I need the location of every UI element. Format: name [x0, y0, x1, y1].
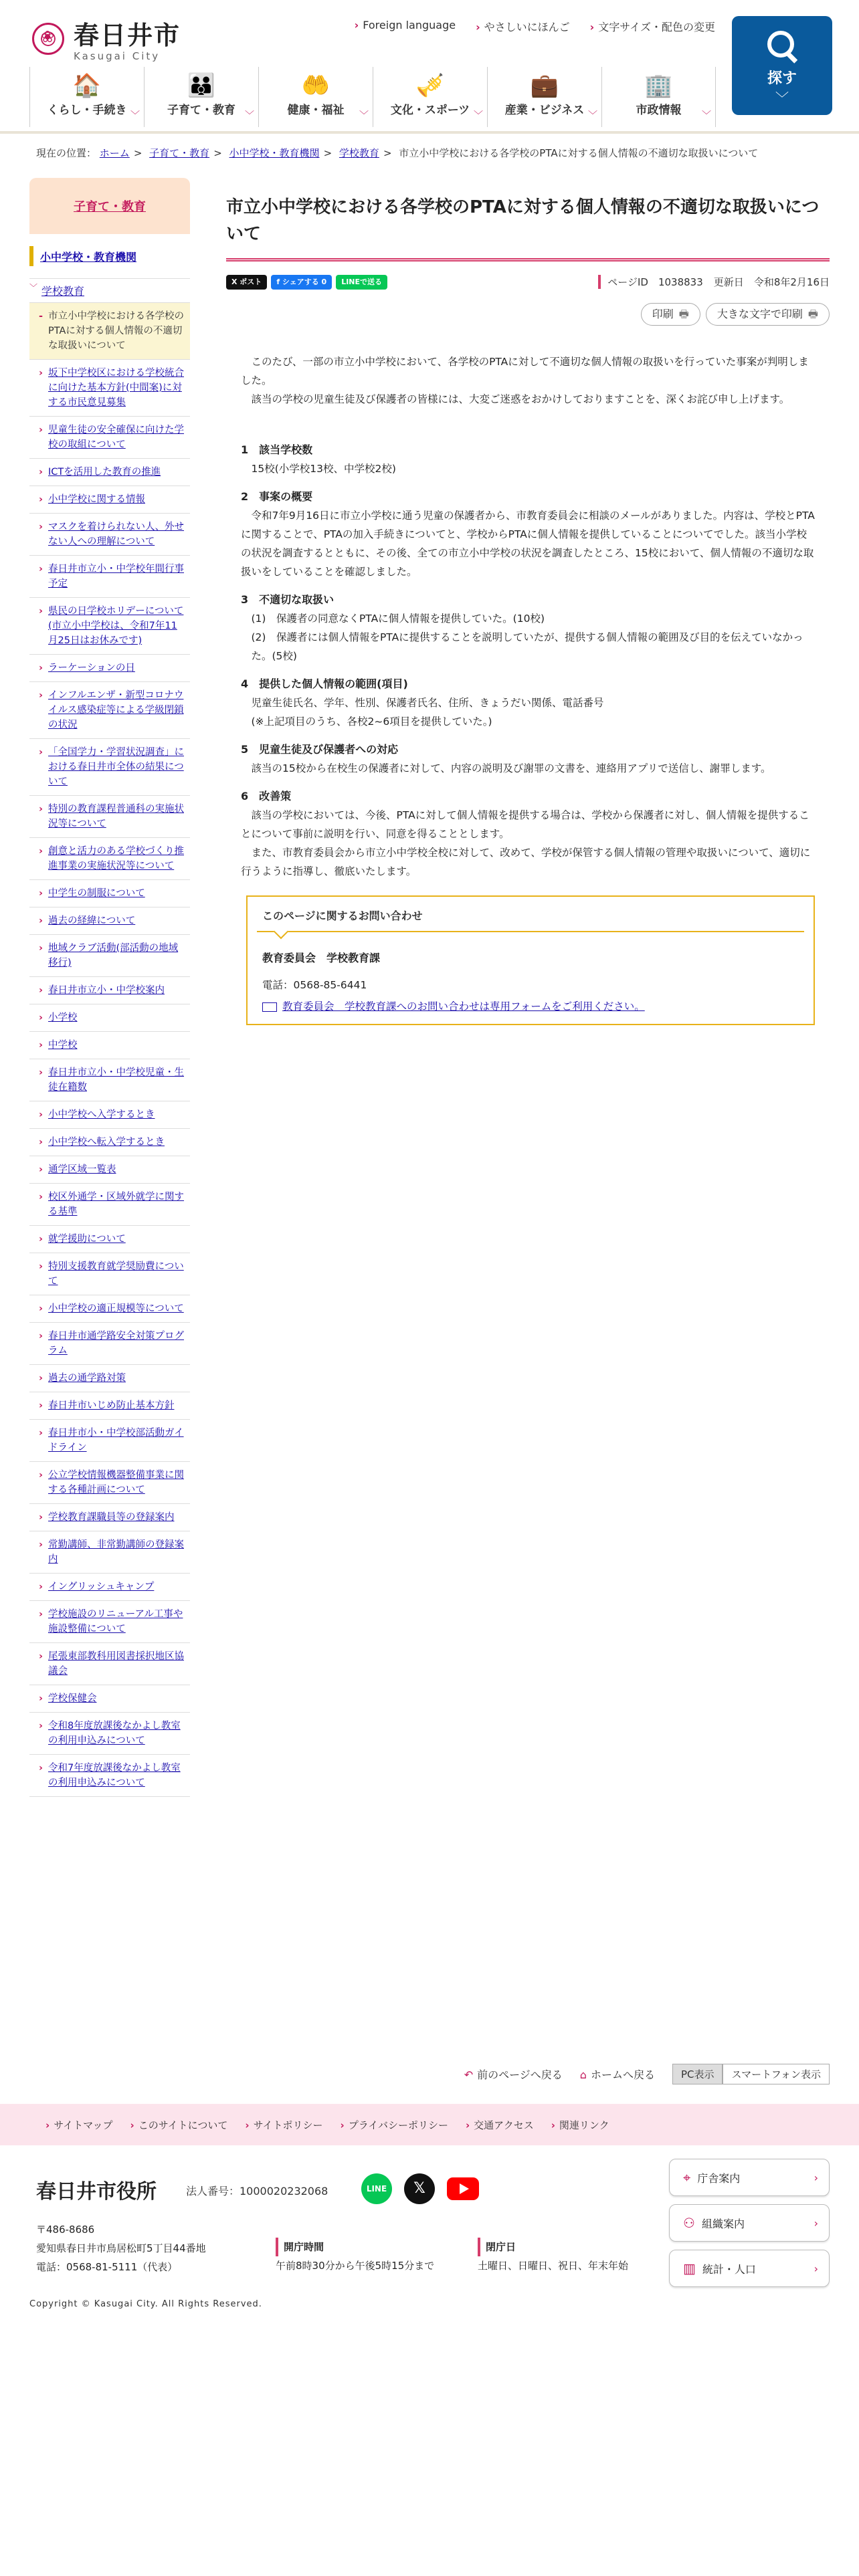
chevron-down-icon: ﹀: [702, 110, 711, 121]
sidebar-item[interactable]: › 春日井市立小・中学校年間行事予定: [29, 555, 190, 597]
footer-link-sitemap[interactable]: › サイトマップ: [45, 2118, 113, 2132]
facebook-share-button[interactable]: f シェアする 0: [271, 275, 332, 290]
gnav-item-government[interactable]: [601, 67, 716, 127]
sidebar-item[interactable]: › インフルエンザ・新型コロナウイルス感染症等による学級閉鎖の状況: [29, 681, 190, 738]
foreign-language-link[interactable]: › Foreign language: [355, 19, 456, 34]
breadcrumb-prefix: 現在の位置：: [36, 147, 97, 159]
hands-icon: 🤲: [301, 72, 330, 99]
gnav-label: 産業・ビジネス: [504, 104, 585, 117]
chevron-down-icon: ﹀: [245, 110, 254, 121]
section-heading: 6 改善策: [241, 790, 292, 802]
page-meta: [598, 275, 830, 289]
page-id: 1038833: [658, 276, 703, 288]
section-text: (1) 保護者の同意なくPTAに個人情報を提供していた。(10校): [251, 613, 545, 625]
line-share-button[interactable]: LINEで送る: [336, 275, 387, 290]
footer-link-related[interactable]: › 関連リンク: [551, 2118, 609, 2132]
section-heading: 4 提供した個人情報の範囲(項目): [241, 677, 408, 690]
sidebar-item[interactable]: › 春日井市立小・中学校案内: [29, 976, 190, 1004]
building-guide-label: 庁舎案内: [697, 2171, 741, 2185]
print-large-label: 大きな文字で印刷: [717, 308, 803, 320]
sidebar-item[interactable]: › 創意と活力のある学校づくり推進事業の実施状況等について: [29, 837, 190, 879]
sidebar-item[interactable]: › 公立学校情報機器整備事業に関する各種計画について: [29, 1461, 190, 1503]
section-text: (2) 保護者には個人情報をPTAに提供することを説明していたが、提供する個人情報の範囲及び目的を伝えていなかった。(5校): [251, 631, 803, 662]
intro-paragraph: 該当の学校の児童生徒及び保護者の皆様には、大変ご迷惑をおかけしておりますことを、深くお詫び申し上げます。: [251, 393, 790, 405]
print-large-button[interactable]: [706, 303, 830, 326]
gnav-label: 文化・スポーツ: [390, 104, 470, 117]
family-icon: 👪: [187, 72, 216, 99]
main-content: [226, 194, 830, 1025]
gnav-item-living[interactable]: [29, 67, 144, 127]
x-post-button[interactable]: X ポスト: [226, 275, 267, 290]
section-list: [241, 441, 815, 881]
pc-view-button[interactable]: PC表示: [672, 2064, 723, 2084]
text-size-color-link[interactable]: › 文字サイズ・配色の変更: [590, 19, 715, 34]
section-text: 該当の学校においては、今後、PTAに対して個人情報を提供する場合は、学校から保護者に対し、個人情報を提供することについて事前に説明を行い、同意を得ることとします。: [241, 809, 809, 840]
sidebar-item[interactable]: › 春日井市いじめ防止基本方針: [29, 1392, 190, 1419]
breadcrumb-childcare[interactable]: 子育て・教育: [149, 147, 210, 159]
sidebar-list: [29, 302, 190, 1797]
building-guide-button[interactable]: [669, 2159, 830, 2196]
sidebar-item[interactable]: › 小中学校へ転入学するとき: [29, 1128, 190, 1156]
youtube-icon[interactable]: [447, 2173, 478, 2204]
statistics-button[interactable]: [669, 2250, 830, 2287]
gnav-item-health[interactable]: [258, 67, 373, 127]
smartphone-view-button[interactable]: スマートフォン表示: [723, 2064, 830, 2084]
sidebar-item[interactable]: › 春日井市小・中学校部活動ガイドライン: [29, 1419, 190, 1461]
sidebar-item[interactable]: › ICTを活用した教育の推進: [29, 458, 190, 486]
logo-name-ja: 春日井市: [74, 20, 181, 50]
section-text: 児童生徒氏名、学年、性別、保護者氏名、住所、きょうだい関係、電話番号: [251, 697, 604, 709]
section-text: 該当の15校から在校生の保護者に対して、内容の説明及び謝罪の文書を、連絡用アプリで送信し、謝罪します。: [251, 762, 771, 774]
page-id-label: ページID: [607, 276, 648, 288]
gnav-label: 市政情報: [636, 104, 682, 117]
chevron-down-icon: ﹀: [359, 110, 369, 121]
pin-icon: ⌖: [683, 2169, 691, 2185]
updated-label: 更新日: [713, 276, 744, 288]
house-icon: 🏠: [72, 72, 102, 99]
search-label: 探す: [767, 70, 797, 87]
home-link[interactable]: ⌂ ホームへ戻る: [580, 2066, 655, 2082]
contact-title: このページに関するお問い合わせ: [257, 903, 804, 932]
chevron-down-icon: ﹀: [775, 90, 789, 106]
sidebar-item[interactable]: › 校区外通学・区域外就学に関する基準: [29, 1183, 190, 1225]
chevron-right-icon: ›: [814, 2171, 818, 2184]
site-header: [0, 0, 859, 134]
view-switch: [672, 2064, 830, 2084]
footer-buttons: [669, 2159, 830, 2295]
footer-title: 春日井市役所: [36, 2180, 157, 2204]
phone: 電話：0568-81-5111（代表）: [36, 2261, 178, 2273]
sidebar-subheading[interactable]: 小中学校・教育機関: [29, 246, 190, 266]
sidebar-item[interactable]: › 小学校: [29, 1004, 190, 1031]
sidebar-item[interactable]: › 特別支援教育就学奨励費について: [29, 1253, 190, 1295]
building-icon: 🏢: [644, 72, 673, 99]
gnav-label: くらし・手続き: [47, 104, 127, 117]
sidebar-item[interactable]: › 小中学校の適正規模等について: [29, 1295, 190, 1322]
section-text: また、市教育委員会から市立小中学校全校に対して、改めて、学校が保管する個人情報の管理や取扱いについて、適切に行うように指導し、徹底いたします。: [241, 847, 811, 877]
global-nav: [29, 67, 716, 127]
sidebar-item[interactable]: - 市立小中学校における各学校のPTAに対する個人情報の不適切な取扱いについて: [29, 302, 190, 359]
sidebar-item[interactable]: › 春日井市立小・中学校児童・生徒在籍数: [29, 1059, 190, 1101]
sidebar-item[interactable]: › イングリッシュキャンプ: [29, 1573, 190, 1600]
sidebar-item[interactable]: › 春日井市通学路安全対策プログラム: [29, 1322, 190, 1364]
printer-icon: 🖶: [678, 308, 689, 320]
page-bottom-nav: [464, 2064, 830, 2084]
breadcrumb-current: 市立小中学校における各学校のPTAに対する個人情報の不適切な取扱いについて: [399, 147, 759, 159]
contact-form-label: 教育委員会 学校教育課へのお問い合わせは専用フォームをご利用ください。: [282, 1000, 645, 1012]
breadcrumb-separator: >: [213, 147, 222, 159]
chevron-down-icon: ﹀: [588, 110, 597, 121]
x-icon[interactable]: 𝕏: [404, 2173, 435, 2204]
contact-form-link[interactable]: [257, 998, 804, 1013]
updated-date: 令和8年2月16日: [753, 276, 830, 288]
sidebar-item[interactable]: › 学校施設のリニューアル工事や施設整備について: [29, 1600, 190, 1642]
section-heading: 5 児童生徒及び保護者への対応: [241, 743, 399, 756]
sidebar-item[interactable]: › 過去の経緯について: [29, 907, 190, 934]
sidebar-item[interactable]: › 就学援助について: [29, 1225, 190, 1253]
mail-icon: [262, 1002, 277, 1012]
contact-box: [246, 895, 815, 1025]
sidebar-item[interactable]: › 小中学校に関する情報: [29, 486, 190, 513]
search-icon: [767, 31, 797, 60]
line-icon[interactable]: LINE: [361, 2173, 392, 2204]
zip-code: 〒486-8686: [36, 2224, 95, 2236]
sidebar-item[interactable]: › 通学区域一覧表: [29, 1156, 190, 1183]
chevron-down-icon: ﹀: [130, 110, 140, 121]
office-hours-text: 午前8時30分から午後5時15分まで: [276, 2260, 435, 2272]
sidebar-item[interactable]: › 坂下中学校区における学校統合に向けた基本方針(中間案)に対する市民意見募集: [29, 359, 190, 416]
utility-links: [355, 19, 715, 34]
social-links: [361, 2173, 478, 2204]
header-divider: [0, 131, 859, 134]
footer-link-access[interactable]: › 交通アクセス: [466, 2118, 534, 2132]
office-hours-heading: 開庁時間: [276, 2238, 434, 2256]
sidebar-item[interactable]: › 令和8年度放課後なかよし教室の利用申込みについて: [29, 1712, 190, 1754]
section-text: (※上記項目のうち、各校2~6項目を提供していた。): [251, 716, 492, 728]
sidebar-heading[interactable]: 子育て・教育: [29, 178, 190, 234]
sidebar-item[interactable]: › 中学校: [29, 1031, 190, 1059]
breadcrumb-school-education[interactable]: 学校教育: [339, 147, 379, 159]
copyright: Copyright © Kasugai City. All Rights Reserved.: [29, 2299, 262, 2309]
back-link[interactable]: ↶ 前のページへ戻る: [464, 2066, 563, 2082]
print-button[interactable]: [641, 303, 700, 326]
gnav-item-business[interactable]: [487, 67, 601, 127]
section-heading: 1 該当学校数: [241, 443, 313, 456]
sidebar-item[interactable]: › マスクを着けられない人、外せない人への理解について: [29, 513, 190, 555]
bar-chart-icon: ▥: [683, 2260, 696, 2276]
sidebar-item[interactable]: › 令和7年度放課後なかよし教室の利用申込みについて: [29, 1754, 190, 1797]
contact-department: 教育委員会 学校教育課: [262, 952, 381, 964]
sidebar-item[interactable]: › 常勤講師、非常勤講師の登録案内: [29, 1531, 190, 1573]
sidebar: [29, 178, 190, 1797]
page-title: 市立小中学校における各学校のPTAに対する個人情報の不適切な取扱いについて: [226, 194, 830, 261]
gnav-item-culture[interactable]: [373, 67, 487, 127]
breadcrumb-separator: >: [133, 147, 142, 159]
logo-name-en: Kasugai City: [74, 50, 161, 62]
sidebar-item[interactable]: › 中学生の制服について: [29, 879, 190, 907]
print-row: [226, 303, 830, 327]
breadcrumb-home[interactable]: ホーム: [99, 147, 130, 159]
gnav-label: 健康・福祉: [287, 104, 345, 117]
closed-days: [478, 2238, 628, 2275]
chevron-down-icon: ﹀: [474, 110, 483, 121]
intro-paragraph: このたび、一部の市立小中学校において、各学校のPTAに対して不適切な個人情報の取扱いを行っていた事案が判明しました。: [241, 356, 809, 387]
chevron-right-icon: ›: [814, 2262, 818, 2275]
chevron-right-icon: ›: [814, 2216, 818, 2230]
section-heading: 2 事案の概要: [241, 490, 313, 503]
print-label: 印刷: [652, 308, 674, 320]
section-text: 令和7年9月16日に市立小学校に通う児童の保護者から、市教育委員会に相談のメールがありました。内容は、学校とPTAに関することで、PTAの加入手続きについてと、学校からPTAに個人情報を提供していることについてでした。該当小学校の状況を調査するとともに、その後、全ての市立小中学校の状況を調査したところ、15校において、個人情報の不適切な取扱いをしていることを確認しました。: [241, 510, 815, 578]
footer-link-about[interactable]: › このサイトについて: [130, 2118, 228, 2132]
site-logo[interactable]: [32, 15, 181, 62]
footer-link-policy[interactable]: › サイトポリシー: [245, 2118, 322, 2132]
printer-icon: 🖶: [807, 308, 818, 320]
sidebar-item[interactable]: › 「全国学力・学習状況調査」における春日井市全体の結果について: [29, 738, 190, 795]
org-chart-icon: ⚇: [683, 2215, 695, 2231]
breadcrumb: [36, 146, 758, 160]
article-body: [226, 352, 830, 881]
corporate-number: 法人番号：1000020232068: [186, 2185, 328, 2197]
section-heading: 3 不適切な取扱い: [241, 593, 335, 606]
sidebar-item[interactable]: › 学校教育課職員等の登録案内: [29, 1503, 190, 1531]
breadcrumb-schools[interactable]: 小中学校・教育機関: [229, 147, 320, 159]
organization-label: 組織案内: [701, 2217, 745, 2230]
sidebar-item[interactable]: › 地域クラブ活動(部活動の地域移行): [29, 934, 190, 976]
search-button[interactable]: [732, 16, 832, 115]
closed-days-text: 土曜日、日曜日、祝日、年末年始: [478, 2260, 629, 2272]
share-row: [226, 275, 830, 295]
sidebar-item[interactable]: › 県民の日学校ホリデーについて(市立小中学校は、令和7年11月25日はお休みです): [29, 597, 190, 654]
gnav-item-childcare[interactable]: [144, 67, 258, 127]
footer-address: [36, 2220, 206, 2276]
sidebar-item[interactable]: › 小中学校へ入学するとき: [29, 1101, 190, 1128]
sidebar-item[interactable]: › 特別の教育課程普通科の実施状況等について: [29, 795, 190, 837]
contact-phone: 電話：0568-85-6441: [262, 979, 367, 991]
sidebar-item[interactable]: › ラーケーションの日: [29, 654, 190, 681]
sidebar-item[interactable]: › 尾張東部教科用図書採択地区協議会: [29, 1642, 190, 1685]
footer-links: [0, 2104, 859, 2145]
breadcrumb-separator: >: [323, 147, 332, 159]
office-hours: [276, 2238, 434, 2275]
city-emblem-icon: [32, 23, 64, 55]
section-text: 15校(小学校13校、中学校2校): [251, 463, 396, 475]
address: 愛知県春日井市鳥居松町5丁目44番地: [36, 2242, 206, 2254]
gnav-label: 子育て・教育: [167, 104, 235, 117]
breadcrumb-separator: >: [383, 147, 392, 159]
briefcase-icon: 💼: [530, 72, 559, 99]
easy-japanese-link[interactable]: › やさしいにほんご: [476, 19, 570, 34]
site-footer: [0, 2145, 859, 2346]
sidebar-item[interactable]: › 過去の通学路対策: [29, 1364, 190, 1392]
closed-days-heading: 閉庁日: [478, 2238, 628, 2256]
trumpet-icon: 🎺: [415, 72, 445, 99]
statistics-label: 統計・人口: [702, 2262, 756, 2276]
sidebar-item[interactable]: › 児童生徒の安全確保に向けた学校の取組について: [29, 416, 190, 458]
footer-link-privacy[interactable]: › プライバシーポリシー: [341, 2118, 448, 2132]
sidebar-category[interactable]: ﹀ 学校教育: [29, 278, 190, 302]
sidebar-item[interactable]: › 学校保健会: [29, 1685, 190, 1712]
organization-button[interactable]: [669, 2204, 830, 2242]
